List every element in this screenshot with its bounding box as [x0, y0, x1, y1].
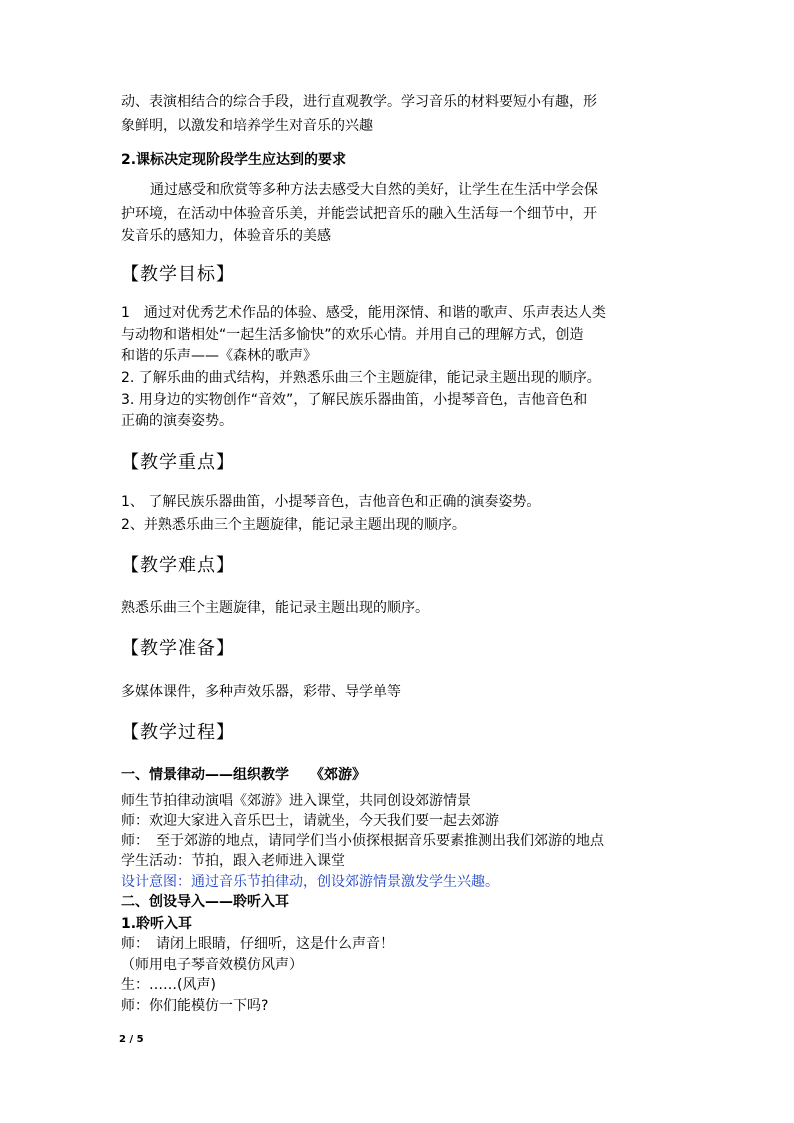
subheading: 2.课标决定现阶段学生应达到的要求	[121, 152, 347, 168]
section-heading-prep: 【教学准备】	[121, 638, 235, 659]
goal-line: 正确的演奏姿势。	[121, 413, 233, 429]
step2-line: 生：……(风声)	[121, 977, 216, 993]
step1-heading: 一、情景律动——组织教学 《郊游》	[121, 767, 366, 783]
goal-line: 3. 用身边的实物创作“音效”，了解民族乐器曲笛，小提琴音色，吉他音色和	[121, 392, 588, 408]
section-heading-difficult: 【教学难点】	[121, 555, 235, 576]
step2-line: 师：你们能模仿一下吗?	[121, 998, 269, 1014]
paragraph-line: 发音乐的感知力，体验音乐的美感	[121, 228, 331, 244]
step2-line: （师用电子琴音效模仿风声）	[121, 957, 303, 973]
design-note: 设计意图：通过音乐节拍律动，创设郊游情景激发学生兴趣。	[121, 874, 499, 890]
step1-line: 学生活动：节拍，跟入老师进入课堂	[121, 853, 345, 869]
section-heading-key: 【教学重点】	[121, 452, 235, 473]
step2-heading: 二、创设导入——聆听入耳	[121, 894, 289, 910]
goal-line: 2. 了解乐曲的曲式结构，并熟悉乐曲三个主题旋律，能记录主题出现的顺序。	[121, 370, 601, 386]
step1-line: 师： 至于郊游的地点，请同学们当小侦探根据音乐要素推测出我们郊游的地点	[121, 833, 604, 849]
section-heading-goals: 【教学目标】	[121, 264, 235, 285]
section-heading-process: 【教学过程】	[121, 722, 235, 743]
goal-line: 和谐的乐声——《森林的歌声》	[121, 348, 317, 364]
paragraph-line: 护环境，在活动中体验音乐美，并能尝试把音乐的融入生活每一个细节中，开	[121, 206, 597, 222]
key-line: 2、并熟悉乐曲三个主题旋律，能记录主题出现的顺序。	[121, 517, 466, 533]
page-number: 2 / 5	[119, 1034, 144, 1045]
step2-line: 师： 请闭上眼睛，仔细听，这是什么声音！	[121, 936, 394, 952]
difficult-line: 熟悉乐曲三个主题旋律，能记录主题出现的顺序。	[121, 600, 429, 616]
key-line: 1、 了解民族乐器曲笛，小提琴音色，吉他音色和正确的演奏姿势。	[121, 494, 541, 510]
step1-line: 师：欢迎大家进入音乐巴士，请就坐，今天我们要一起去郊游	[121, 813, 499, 829]
paragraph-line: 象鲜明，以激发和培养学生对音乐的兴趣	[121, 118, 373, 134]
paragraph-line: 动、表演相结合的综合手段，进行直观教学。学习音乐的材料要短小有趣，形	[121, 94, 597, 110]
goal-line: 与动物和谐相处“一起生活多愉快”的欢乐心情。并用自己的理解方式，创造	[121, 327, 584, 343]
prep-line: 多媒体课件，多种声效乐器，彩带、导学单等	[121, 684, 401, 700]
goal-line: 1 通过对优秀艺术作品的体验、感受，能用深情、和谐的歌声、乐声表达人类	[121, 305, 606, 321]
paragraph-line: 通过感受和欣赏等多种方法去感受大自然的美好，让学生在生活中学会保	[150, 182, 598, 198]
step2-subheading: 1.聆听入耳	[121, 916, 193, 932]
step1-line: 师生节拍律动演唱《郊游》进入课堂，共同创设郊游情景	[121, 793, 471, 809]
